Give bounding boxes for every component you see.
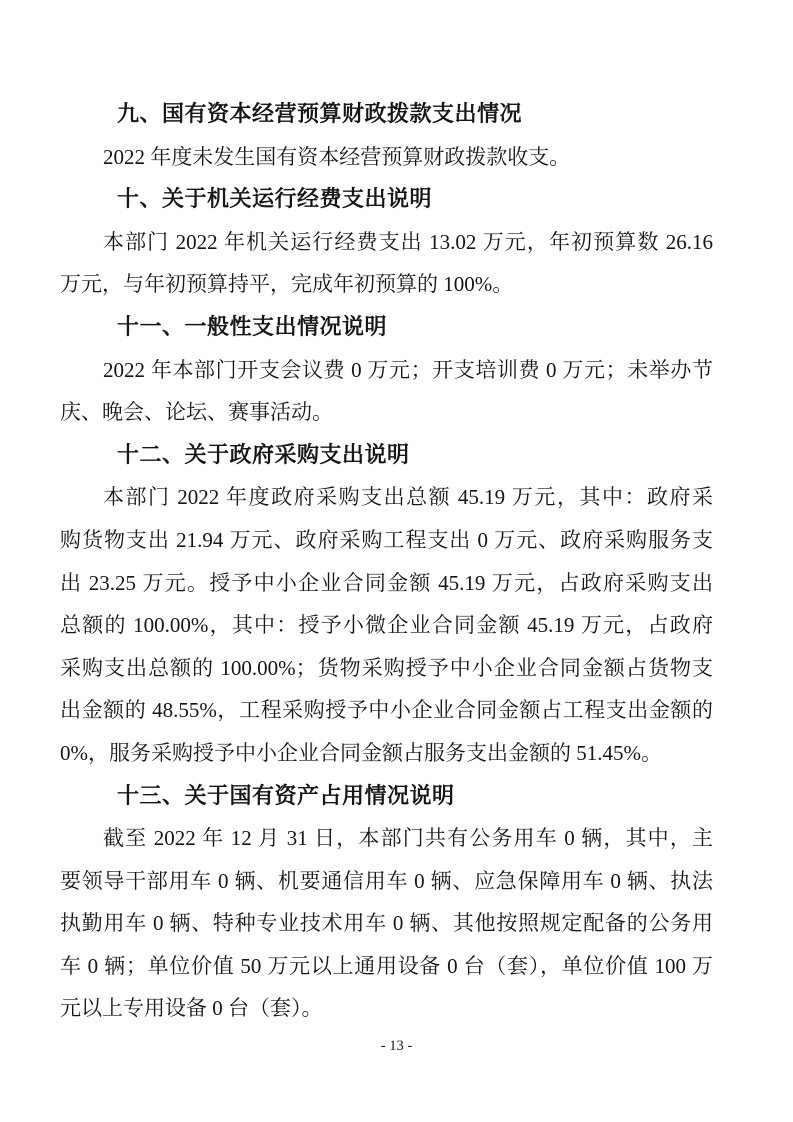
paragraph-line: 万元，与年初预算持平，完成年初预算的 100%。 xyxy=(60,272,514,297)
section-heading: 十二、关于政府采购支出说明 xyxy=(117,441,410,467)
paragraph-line: 2022 年本部门开支会议费 0 万元；开支培训费 0 万元；未举办节 xyxy=(103,357,713,382)
page-number: - 13 - xyxy=(380,1038,413,1054)
paragraph-line: 本部门 2022 年度政府采购支出总额 45.19 万元，其中：政府采 xyxy=(103,485,713,510)
paragraph-line: 截至 2022 年 12 月 31 日，本部门共有公务用车 0 辆，其中，主 xyxy=(103,826,713,851)
paragraph-line: 购货物支出 21.94 万元、政府采购工程支出 0 万元、政府采购服务支 xyxy=(60,527,713,552)
paragraph-line: 总额的 100.00%，其中：授予小微企业合同金额 45.19 万元，占政府 xyxy=(60,613,713,638)
document-body xyxy=(60,93,713,1030)
section-heading: 十三、关于国有资产占用情况说明 xyxy=(117,782,455,808)
paragraph-line: 0%，服务采购授予中小企业合同金额占服务支出金额的 51.45%。 xyxy=(60,740,662,765)
paragraph-line: 要领导干部用车 0 辆、机要通信用车 0 辆、应急保障用车 0 辆、执法 xyxy=(60,868,713,893)
paragraph-line: 车 0 辆；单位价值 50 万元以上通用设备 0 台（套），单位价值 100 万 xyxy=(60,953,713,978)
section-heading: 十、关于机关运行经费支出说明 xyxy=(117,186,433,212)
paragraph-line: 出 23.25 万元。授予中小企业合同金额 45.19 万元，占政府采购支出 xyxy=(60,570,713,595)
paragraph-line: 本部门 2022 年机关运行经费支出 13.02 万元，年初预算数 26.16 xyxy=(103,229,713,254)
paragraph-line: 采购支出总额的 100.00%；货物采购授予中小企业合同金额占货物支 xyxy=(60,655,713,680)
paragraph-line: 庆、晚会、论坛、赛事活动。 xyxy=(60,400,333,425)
section-heading: 九、国有资本经营预算财政拨款支出情况 xyxy=(117,101,523,126)
paragraph-line: 2022 年度未发生国有资本经营预算财政拨款收支。 xyxy=(103,144,571,169)
paragraph-line: 执勤用车 0 辆、特种专业技术用车 0 辆、其他按照规定配备的公务用 xyxy=(60,911,713,936)
paragraph-line: 出金额的 48.55%，工程采购授予中小企业合同金额占工程支出金额的 xyxy=(60,698,713,723)
paragraph-line: 元以上专用设备 0 台（套）。 xyxy=(60,996,323,1021)
section-heading: 十一、一般性支出情况说明 xyxy=(117,313,388,339)
